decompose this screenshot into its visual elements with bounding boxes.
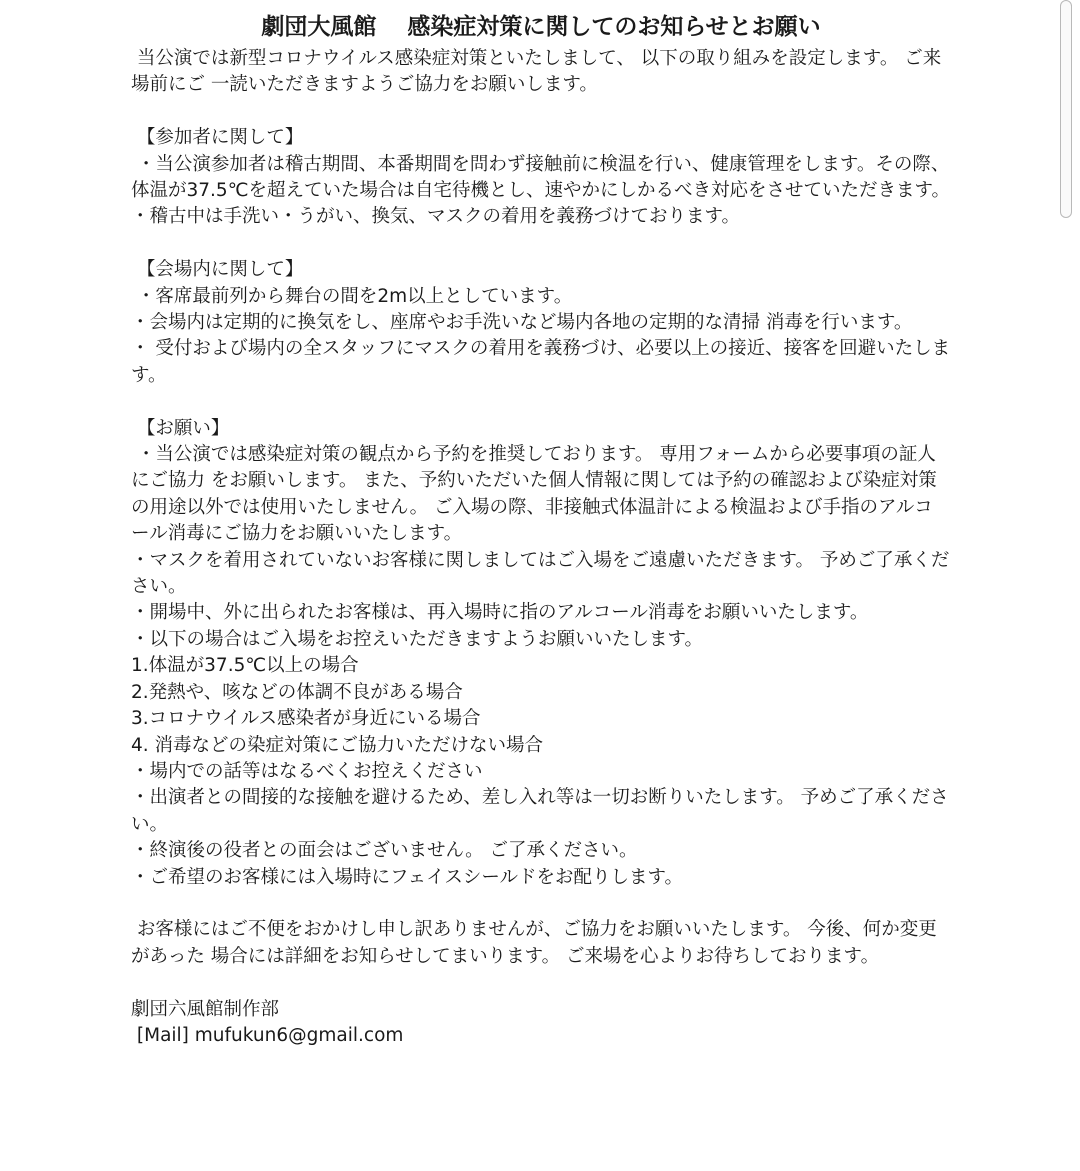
- text-line: ・マスクを着用されていないお客様に関しましてはご入場をご遠慮いただきます。 予めご了承ください。: [131, 549, 950, 598]
- text-line: ・出演者との間接的な接触を避けるため、差し入れ等は一切お断りいたします。 予めご了承ください。: [131, 787, 949, 835]
- blank-line: [131, 99, 951, 125]
- text-line: ・ご希望のお客様には入場時にフェイスシールドをお配りします。: [131, 866, 684, 888]
- text-line: 2.発熱や、咳などの体調不良がある場合: [131, 681, 463, 703]
- text-line: 劇団六風館制作部: [131, 998, 280, 1020]
- blank-line: [131, 970, 951, 996]
- text-line: 【お願い】: [131, 417, 230, 439]
- notice-body: [131, 46, 951, 1049]
- text-line: ・場内での話等はなるべくお控えください: [131, 760, 483, 782]
- page-title: 劇団大風館 感染症対策に関してのお知らせとお願い: [261, 14, 821, 40]
- text-line: ・開場中、外に出られたお客様は、再入場時に指のアルコール消毒をお願いいたします。: [131, 602, 869, 624]
- text-line: ・稽古中は手洗い・うがい、換気、マスクの着用を義務づけております。: [131, 206, 741, 228]
- text-line: ・当公演では感染症対策の観点から予約を推奨しております。 専用フォームから必要事項の証人にご協力 をお願いします。 また、予約いただいた個人情報に関しては予約の確認および染症対策の用途以外では使用いたしません。 ご入場の際、非接触式体温計による検温および手指のアルコール消毒にご協力をお願いいたします。: [131, 444, 937, 545]
- text-line: ・客席最前列から舞台の間を2m以上としています。: [131, 285, 573, 307]
- text-line: 【参加者に関して】: [131, 127, 304, 149]
- text-line: ・終演後の役者との面会はございません。 ご了承ください。: [131, 840, 638, 862]
- blank-line: [131, 389, 951, 415]
- text-line: [Mail] mufukun6@gmail.com: [131, 1024, 404, 1046]
- text-line: ・ 受付および場内の全スタッフにマスクの着用を義務づけ、必要以上の接近、接客を回避いたします。: [131, 338, 951, 386]
- text-line: 3.コロナウイルス感染者が身近にいる場合: [131, 708, 481, 730]
- text-line: ・当公演参加者は稽古期間、本番期間を問わず接触前に検温を行い、健康管理をします。その際、体温が37.5℃を超えていた場合は自宅待機とし、速やかにしかるべき対応をさせていただきます。: [131, 153, 950, 202]
- text-line: 【会場内に関して】: [131, 259, 304, 281]
- text-line: お客様にはご不便をおかけし申し訳ありませんが、ご協力をお願いいたします。 今後、何か変更があった 場合には詳細をお知らせしてまいります。 ご来場を心よりお待ちしております。: [131, 919, 937, 967]
- text-line: ・以下の場合はご入場をお控えいただきますようお願いいたします。: [131, 628, 704, 650]
- text-line: 1.体温が37.5℃以上の場合: [131, 655, 359, 677]
- blank-line: [131, 231, 951, 257]
- text-line: 4. 消毒などの染症対策にご協力いただけない場合: [131, 734, 544, 756]
- notice-document: [131, 10, 951, 1049]
- blank-line: [131, 891, 951, 917]
- text-line: 当公演では新型コロナウイルス感染症対策といたしまして、 以下の取り組みを設定します。 ご来場前にご 一読いただきますようご協力をお願いします。: [131, 48, 942, 96]
- text-line: ・会場内は定期的に換気をし、座席やお手洗いなど場内各地の定期的な清掃 消毒を行います。: [131, 312, 913, 334]
- vertical-scrollbar[interactable]: [1060, 0, 1072, 218]
